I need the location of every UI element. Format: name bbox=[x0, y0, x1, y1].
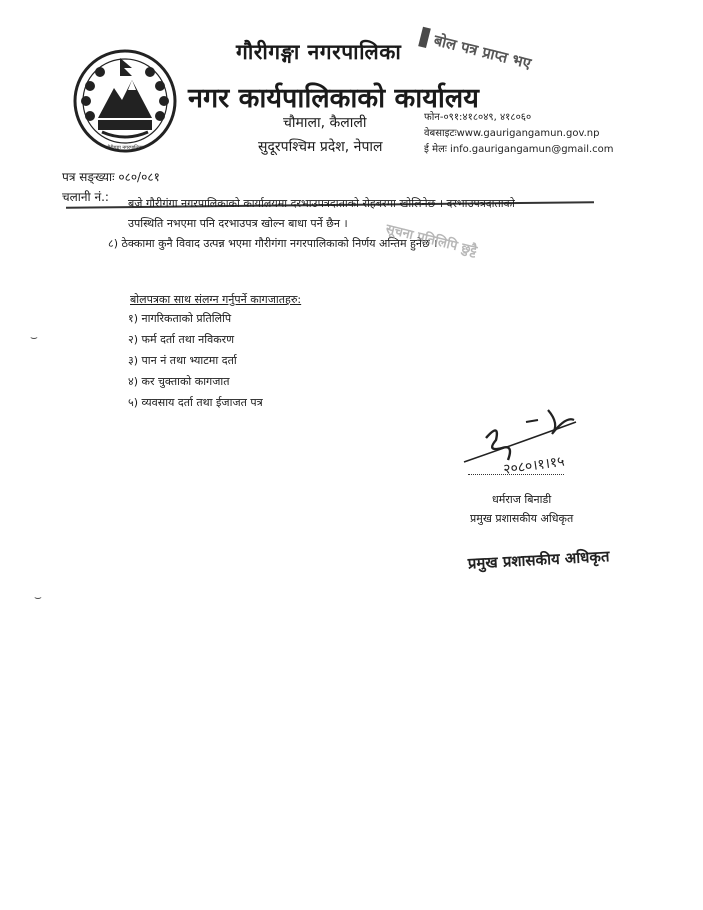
address-city: चौमाला, कैलाली bbox=[283, 115, 367, 131]
contact-block bbox=[424, 110, 634, 158]
documents-heading: बोलपत्रका साथ संलग्न गर्नुपर्ने कागजातहरु: bbox=[130, 293, 302, 306]
list-item: २) फर्म दर्ता तथा नविकरण bbox=[128, 333, 235, 346]
signature-icon bbox=[456, 400, 616, 484]
body-text bbox=[100, 194, 620, 254]
contact-email: ई मेलः info.gaurigangamun@gmail.com bbox=[424, 144, 614, 155]
letter-number: पत्र सङ्ख्याः ०८०/०८१ bbox=[62, 170, 160, 184]
svg-text:गौरीगङ्गा नगरपालिका: गौरीगङ्गा नगरपालिका bbox=[106, 145, 144, 151]
municipality-emblem-icon bbox=[70, 46, 180, 156]
margin-mark: ⌣ bbox=[34, 590, 42, 604]
list-item: ३) पान नं तथा भ्याटमा दर्ता bbox=[128, 354, 237, 367]
svg-text:२०८०।१।१५: २०८०।१।१५ bbox=[502, 453, 566, 478]
municipality-name: गौरीगङ्गा नगरपालिका bbox=[236, 40, 402, 64]
received-stamp: बोल पत्र प्राप्त भए bbox=[413, 27, 566, 102]
list-item: १) नागरिकताको प्रतिलिपि bbox=[128, 312, 232, 325]
office-name: नगर कार्यपालिकाको कार्यालय bbox=[188, 83, 479, 114]
body-line: ८) ठेक्कामा कुनै विवाद उत्पन्न भएमा गौरीगंगा नगरपालिकाको निर्णय अन्तिम हुनेछ । bbox=[108, 237, 438, 250]
list-item: ४) कर चुक्ताको कागजात bbox=[128, 375, 230, 388]
faded-stamp: सूचना प्रतिलिपि छुट्टै bbox=[384, 221, 479, 259]
signatory-title: प्रमुख प्रशासकीय अधिकृत bbox=[470, 512, 574, 525]
signatory-name: धर्मराज बिनाडी bbox=[492, 493, 552, 506]
documents-list bbox=[128, 308, 263, 413]
body-line: बजे गौरीगंगा नगरपालिकाको कार्यालयमा दरभाउपत्रदाताको रोहबरमा खोलिनेछ । दरभाउपत्रदाताको bbox=[128, 197, 515, 210]
official-seal-stamp: प्रमुख प्रशासकीय अधिकृत bbox=[467, 547, 610, 573]
dispatch-number: चलानी नं.: bbox=[62, 190, 109, 204]
body-line: उपस्थिति नभएमा पनि दरभाउपत्र खोल्न बाधा पर्ने छैन । bbox=[128, 217, 348, 230]
signature-dotted-line bbox=[468, 474, 564, 475]
contact-website: वेबसाइटःwww.gaurigangamun.gov.np bbox=[424, 128, 600, 139]
contact-phone: फोन-०९१:४१८०४९, ४१८०६० bbox=[424, 112, 532, 123]
margin-mark: ⌣ bbox=[30, 330, 38, 344]
address-province: सुदूरपश्चिम प्रदेश, नेपाल bbox=[258, 139, 383, 155]
list-item: ५) व्यवसाय दर्ता तथा ईजाजत पत्र bbox=[128, 396, 263, 409]
